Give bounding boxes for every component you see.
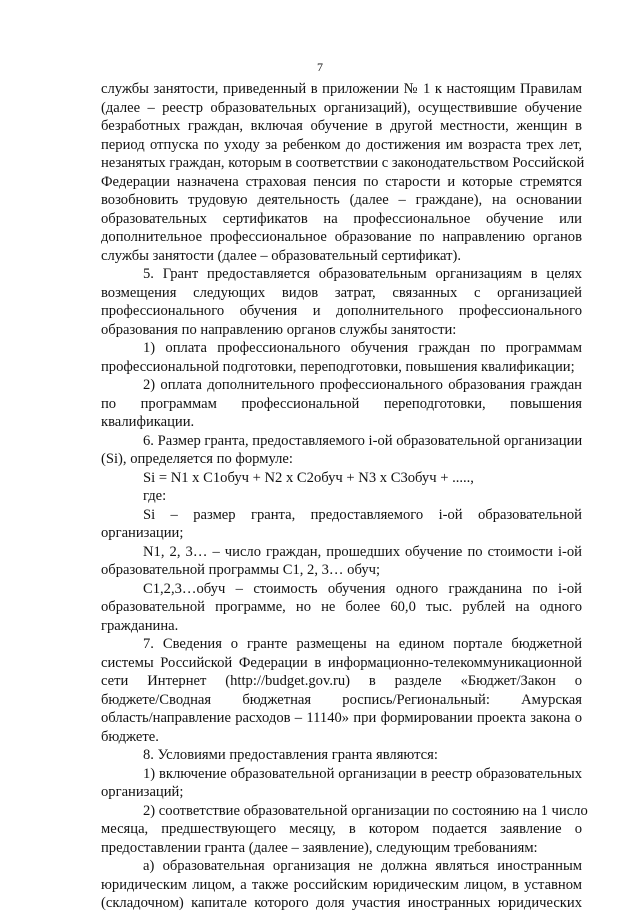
text-line: системы Российской Федерации в информационно-телекоммуникационной [101,654,582,671]
paragraph-8-heading: 8. Условиями предоставления гранта являются: [143,747,438,763]
text-line: бюджете. [101,728,159,745]
paragraph-7-heading: 7. Сведения о гранте размещены на едином портале бюджетной [143,636,582,652]
condition-item-1: 1) включение образовательной организации в реестр образовательных [143,765,582,782]
definition-c: C1,2,3…обуч – стоимость обучения одного гражданина по i-ой [143,580,582,597]
text-line: образовательной программы C1, 2, 3… обуч; [101,562,381,578]
list-item-2: 2) оплата дополнительного профессионального образования граждан [143,377,582,393]
text-line: месяца, предшествующего месяцу, в котором подается заявление о [101,821,582,837]
formula-where: где: [143,488,167,504]
text-line: профессиональной подготовки, переподготовки, повышения квалификации; [101,358,575,375]
text-line: организации; [101,525,184,541]
text-line: дополнительное профессиональное образование по направлению органов [101,229,582,245]
text-line: бюджете/Сводная бюджетная роспись/Региональный: Амурская [101,691,582,708]
text-line: образовательной программе, но не более 60,0 тыс. рублей на одного [101,599,582,615]
text-line: по программам профессиональной переподготовки, повышения [101,395,582,412]
page-number: 7 [317,60,323,74]
text-line: (Si), определяется по формуле: [101,451,293,467]
formula: Si = N1 х C1обуч + N2 х C2обуч + N3 х C3обуч + ....., [143,469,474,486]
text-line: юридическим лицом, а также российским юридическим лицом, в уставном [101,876,582,893]
text-line: безработных граждан, включая обучение в другой местности, женщин в [101,118,582,134]
paragraph-6-heading: 6. Размер гранта, предоставляемого i-ой образовательной организации [143,432,583,449]
paragraph-5-heading: 5. Грант предоставляется образовательным организациям в целях [143,266,582,282]
text-line: организаций; [101,784,184,800]
text-line: предоставлении гранта (далее – заявление), следующим требованиям: [101,839,538,856]
condition-item-2: 2) соответствие образовательной организации по состоянию на 1 число [143,802,588,819]
text-line: (далее – реестр образовательных организаций), осуществившие обучение [101,99,582,116]
text-line: возмещения следующих видов затрат, связанных с организацией [101,284,582,301]
text-line: сети Интернет (http://budget.gov.ru) в разделе «Бюджет/Закон о [101,673,582,689]
condition-subitem-a: а) образовательная организация не должна являться иностранным [143,858,582,874]
text-line: Федерации назначена страховая пенсия по старости и которые стремятся [101,173,582,190]
text-line: (складочном) капитале которого доля участия иностранных юридических [101,895,582,911]
text-line: период отпуска по уходу за ребенком до достижения им возраста трех лет, [101,136,582,153]
definition-si: Si – размер гранта, предоставляемого i-ой образовательной [143,506,582,523]
document-body [101,80,588,913]
text-line: квалификации. [101,414,195,430]
list-item-1: 1) оплата профессионального обучения граждан по программам [143,340,582,356]
text-line: службы занятости (далее – образовательный сертификат). [101,247,461,264]
text-line: образования по направлению органов службы занятости: [101,321,457,338]
text-line: возобновить трудовую деятельность (далее – граждане), на основании [101,192,582,208]
text-line: образовательных сертификатов на профессиональное обучение или [101,210,582,227]
text-line: область/направление расходов – 11140» при формировании проекта закона о [101,710,582,726]
text-line: гражданина. [101,617,179,634]
text-line: службы занятости, приведенный в приложении № 1 к настоящим Правилам [101,81,582,97]
text-line: профессионального обучения и дополнительного профессионального [101,303,582,319]
definition-n: N1, 2, 3… – число граждан, прошедших обучение по стоимости i-ой [143,543,582,560]
text-line: незанятых граждан, которым в соответствии с законодательством Российской [101,155,585,171]
